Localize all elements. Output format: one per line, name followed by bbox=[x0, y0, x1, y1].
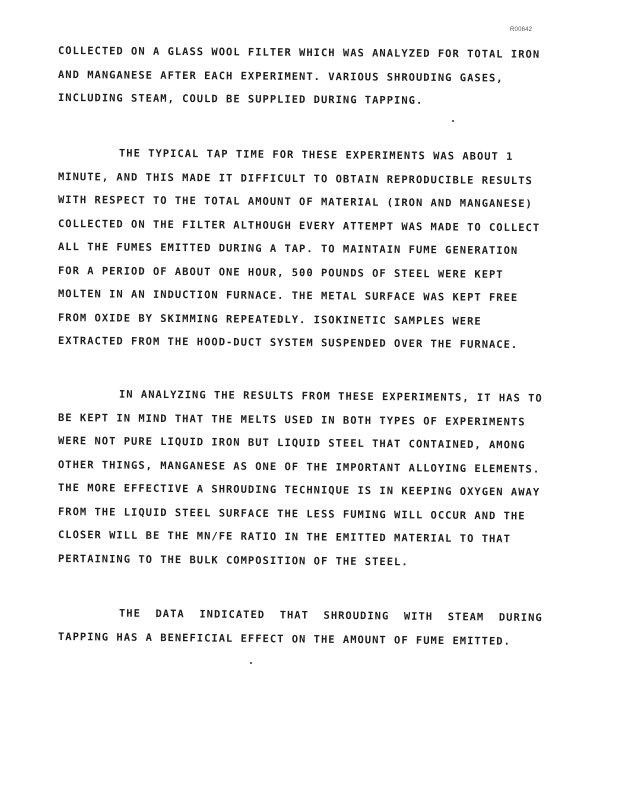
text-line: THE TYPICAL TAP TIME FOR THESE EXPERIMENTS WAS ABOUT 1 bbox=[118, 147, 514, 163]
paragraph-3 bbox=[58, 383, 548, 571]
text-line: OTHER THINGS, MANGANESE AS ONE OF THE IMPORTANT ALLOYING ELEMENTS. bbox=[57, 458, 541, 476]
paragraph-1 bbox=[58, 40, 548, 111]
text-line: INCLUDING STEAM, COULD BE SUPPLIED DURING TAPPING. bbox=[57, 92, 424, 107]
text-line: IN ANALYZING THE RESULTS FROM THESE EXPERIMENTS, IT HAS TO bbox=[118, 388, 543, 405]
text-line: AND MANGANESE AFTER EACH EXPERIMENT. VARIOUS SHROUDING GASES, bbox=[57, 68, 504, 84]
text-line: FROM THE LIQUID STEEL SURFACE THE LESS FUMING WILL OCCUR AND THE bbox=[57, 505, 526, 522]
scan-speck bbox=[452, 120, 454, 122]
text-line: PERTAINING TO THE BULK COMPOSITION OF THE STEEL. bbox=[57, 552, 409, 568]
text-line: CLOSER WILL BE THE MN/FE RATIO IN THE EMITTED MATERIAL TO THAT bbox=[57, 529, 511, 546]
text-line: COLLECTED ON A GLASS WOOL FILTER WHICH WAS ANALYZED FOR TOTAL IRON bbox=[57, 45, 541, 61]
text-line: THE DATA INDICATED THAT SHROUDING WITH STEAM DURING bbox=[118, 607, 543, 625]
text-line: FOR A PERIOD OF ABOUT ONE HOUR, 500 POUNDS OF STEEL WERE KEPT bbox=[57, 264, 504, 281]
text-line: MINUTE, AND THIS MADE IT DIFFICULT TO OBTAIN REPRODUCIBLE RESULTS bbox=[57, 170, 533, 187]
text-line: THE MORE EFFECTIVE A SHROUDING TECHNIQUE IS IN KEEPING OXYGEN AWAY bbox=[57, 482, 541, 499]
text-line: WERE NOT PURE LIQUID IRON BUT LIQUID STEEL THAT CONTAINED, AMONG bbox=[57, 435, 526, 452]
text-line: MOLTEN IN AN INDUCTION FURNACE. THE METAL SURFACE WAS KEPT FREE bbox=[57, 288, 519, 305]
text-line: EXTRACTED FROM THE HOOD-DUCT SYSTEM SUSPENDED OVER THE FURNACE. bbox=[57, 335, 519, 352]
text-line: COLLECTED ON THE FILTER ALTHOUGH EVERY ATTEMPT WAS MADE TO COLLECT bbox=[57, 217, 541, 234]
scan-speck bbox=[250, 662, 252, 664]
text-line: BE KEPT IN MIND THAT THE MELTS USED IN BOTH TYPES OF EXPERIMENTS bbox=[57, 411, 526, 428]
text-line: FROM OXIDE BY SKIMMING REPEATEDLY. ISOKINETIC SAMPLES WERE bbox=[57, 311, 482, 328]
text-line: ALL THE FUMES EMITTED DURING A TAP. TO MAINTAIN FUME GENERATION bbox=[57, 241, 519, 258]
paragraph-4 bbox=[58, 602, 548, 649]
paragraph-2 bbox=[58, 142, 548, 354]
page-identifier: R00642 bbox=[510, 27, 533, 33]
text-line: WITH RESPECT TO THE TOTAL AMOUNT OF MATERIAL (IRON AND MANGANESE) bbox=[57, 194, 533, 211]
text-line: TAPPING HAS A BENEFICIAL EFFECT ON THE AMOUNT OF FUME EMITTED. bbox=[57, 630, 511, 648]
